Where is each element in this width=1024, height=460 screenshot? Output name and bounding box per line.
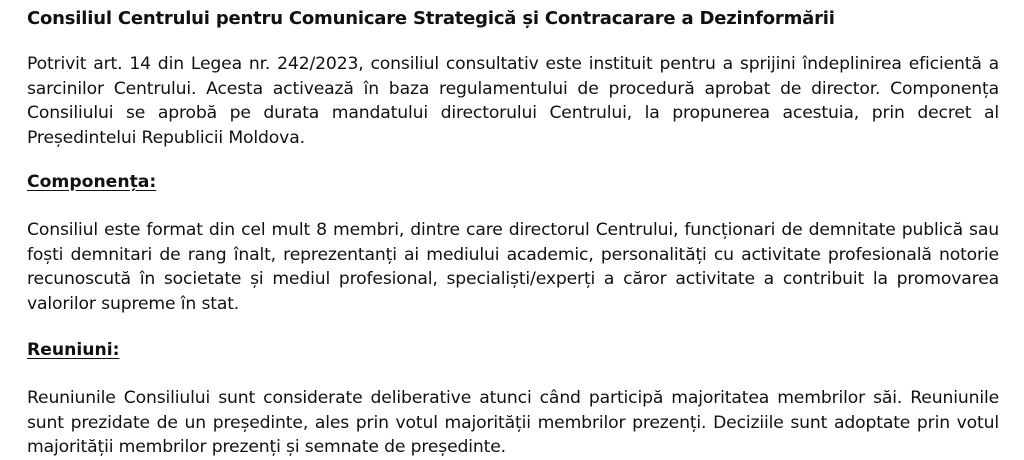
- section-heading-componenta: Componența:: [27, 172, 157, 192]
- section-paragraph-componenta: Consiliul este format din cel mult 8 membri, dintre care directorul Centrului, funcționari de demnitate publică sau foști demnitari de rang înalt, reprezentanți ai mediului academic, personalități cu activitate profesională notorie recunoscută în societate și mediul profesional, specialiști/experți a căror activitate a contribuit la promovarea valorilor supreme în stat.: [27, 220, 999, 314]
- section-paragraph-reuniuni: Reuniunile Consiliului sunt considerate deliberative atunci când participă majoritatea membrilor săi. Reuniunile sunt prezidate de un președinte, ales prin votul majorității membrilor prezenți. Deciziile sunt adoptate prin votul majorității membrilor prezenți și semnate de președinte.: [27, 388, 999, 457]
- section-heading-reuniuni: Reuniuni:: [27, 340, 120, 360]
- page-title: Consiliul Centrului pentru Comunicare Strategică și Contracarare a Dezinformării: [27, 8, 835, 29]
- intro-paragraph: Potrivit art. 14 din Legea nr. 242/2023, consiliul consultativ este instituit pentru a sprijini îndeplinirea eficientă a sarcinilor Centrului. Acesta activează în baza regulamentului de procedură aprobat de director. Componența Consiliului se aprobă pe durata mandatului directorului Centrului, la propunerea acestuia, prin decret al Președintelui Republicii Moldova.: [27, 54, 999, 148]
